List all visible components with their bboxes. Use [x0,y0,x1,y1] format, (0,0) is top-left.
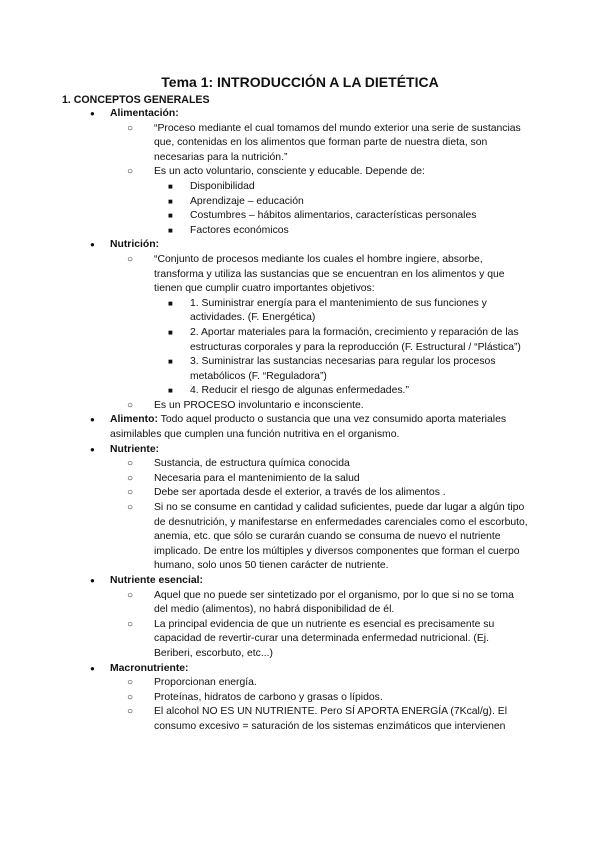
section-heading: 1. CONCEPTOS GENERALES [62,94,210,106]
objective-item: ■ 3. Suministrar las sustancias necesarias para regular los procesos metabólicos (F. “Reguladora”) [158,355,530,384]
term-alimento: Alimento: [110,414,158,426]
list-item-macronutriente [70,662,530,735]
sub-item: ○ Proporcionan energía. [124,676,530,691]
sub-item: ○ Sustancia, de estructura química conocida [124,457,530,472]
list-item-alimentacion [70,107,530,238]
sub-item: ○ “Conjunto de procesos mediante los cuales el hombre ingiere, absorbe, transforma y utiliza las sustancias que se encuentran en los alimentos y que tienen que cumplir cuatro importantes objetivos: ■ 1. Suministrar energía para el mantenimiento de sus funciones y actividades. (F. Energética) ■ 2. Aportar materiales para la formación, crecimiento y reparación de las estructuras corporales y para la reproducción (F. Estructural / “Plástica”) ■ 3. Suministrar las sustancias necesarias para regular los procesos metabólicos (F. “Reguladora”) ■ 4. Reducir el riesgo de algunas enfermedades.” [124,253,530,399]
list-item-alimento: ● Alimento: Todo aquel producto o sustancia que una vez consumido aporta materiales asimilables que cumplen una función nutritiva en el organismo. [70,413,530,442]
sub-item: ○ Necesaria para el mantenimiento de la salud [124,472,530,487]
term-nutriente-esencial: Nutriente esencial: [110,575,203,586]
factor-item: ■ Aprendizaje – educación [158,195,530,210]
factor-item: ■ Costumbres – hábitos alimentarios, características personales [158,209,530,224]
list-item-nutricion [70,238,530,413]
sub-item: ○ Es un acto voluntario, consciente y educable. Depende de: ■ Disponibilidad ■ Aprendizaje – educación ■ Costumbres – hábitos alimentarios, características personales ■ Factores económicos [124,165,530,238]
term-alimentacion: Alimentación: [110,108,179,119]
term-nutriente: Nutriente: [110,443,160,455]
page-title: Tema 1: INTRODUCCIÓN A LA DIETÉTICA [161,74,439,90]
list-item-nutriente-esencial [70,574,530,662]
factor-item: ■ Disponibilidad [158,180,530,195]
sub-item: ○ Si no se consume en cantidad y calidad suficientes, puede dar lugar a algún tipo de desnutrición, y manifestarse en enfermedades carenciales como el escorbuto, anemia, etc. que sólo se curarán cuando se consuma de nuevo el nutriente implicado. De entre los múltiples y diversos componentes que forman el cuerpo humano, solo unos 50 tienen carácter de nutriente. [124,501,530,574]
sub-item: ○ Es un PROCESO involuntario e inconsciente. [124,399,530,414]
term-nutricion: Nutrición: [110,239,160,251]
concept-list [70,107,530,735]
factor-item: ■ Factores económicos [158,224,530,239]
term-macronutriente: Macronutriente: [110,662,189,674]
sub-item: ○ Aquel que no puede ser sintetizado por el organismo, por lo que si no se toma del medio (alimentos), no habrá disponibilidad de él. [124,589,530,618]
list-item-nutriente [70,443,530,574]
sub-item: ○ La principal evidencia de que un nutriente es esencial es precisamente su capacidad de revertir-curar una determinada enfermedad nutricional. (Ej. Beriberi, escorbuto, etc...) [124,618,530,662]
sub-item: ○ Debe ser aportada desde el exterior, a través de los alimentos . [124,486,530,501]
sub-item: ○ “Proceso mediante el cual tomamos del mundo exterior una serie de sustancias que, contenidas en los alimentos que forman parte de nuestra dieta, son necesarias para la nutrición.” [124,122,530,166]
sub-item: ○ Proteínas, hidratos de carbono y grasas o lípidos. [124,691,530,706]
objective-item: ■ 1. Suministrar energía para el mantenimiento de sus funciones y actividades. (F. Energética) [158,297,530,326]
objective-item: ■ 4. Reducir el riesgo de algunas enfermedades.” [158,384,530,399]
sub-item: ○ El alcohol NO ES UN NUTRIENTE. Pero SÍ APORTA ENERGÍA (7Kcal/g). El consumo excesivo = saturación de los sistemas enzimáticos que intervienen [124,705,530,734]
objective-item: ■ 2. Aportar materiales para la formación, crecimiento y reparación de las estructuras corporales y para la reproducción (F. Estructural / “Plástica”) [158,326,530,355]
